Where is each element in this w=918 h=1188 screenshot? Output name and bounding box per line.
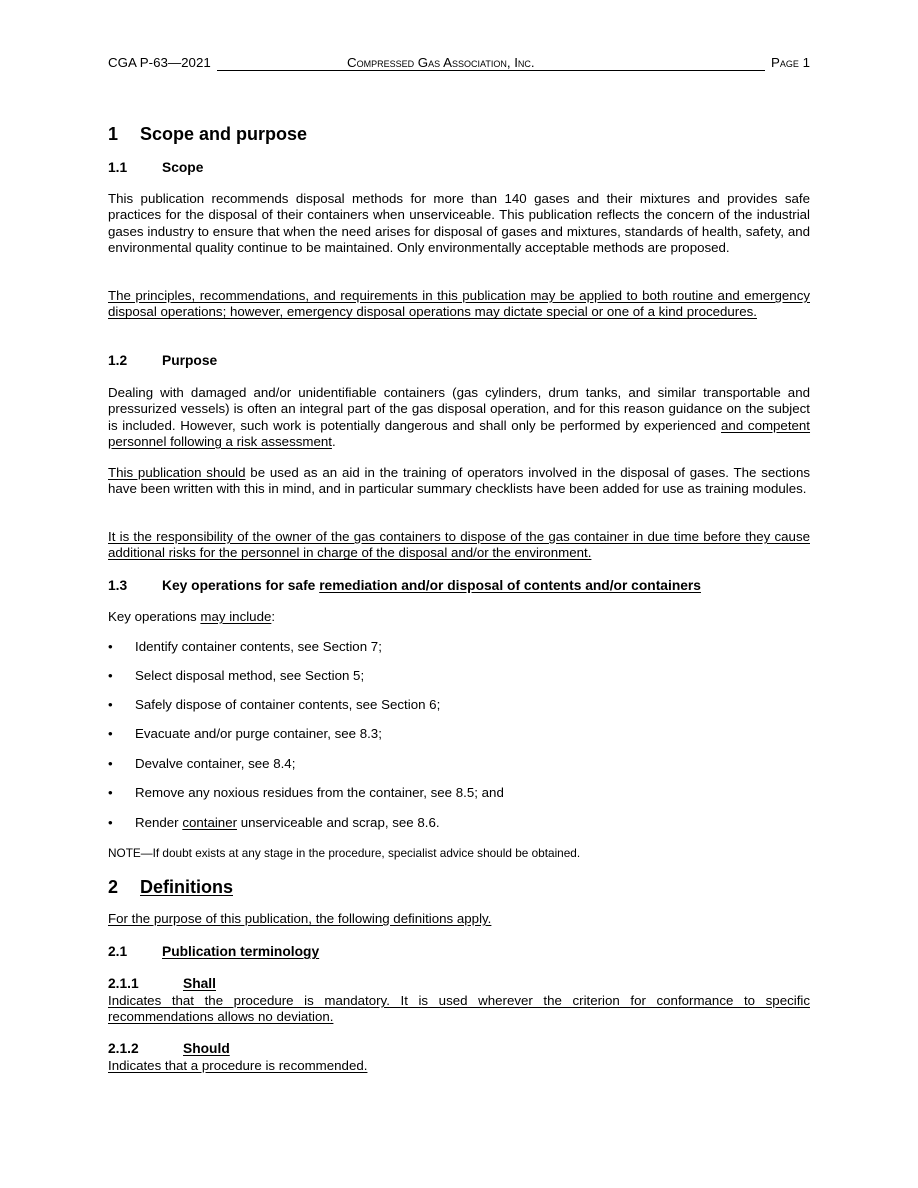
bullet-icon: • [108,668,113,683]
section-title: Definitions [140,877,233,897]
list-item-text: Select disposal method, see Section 5; [135,668,365,683]
definition-term: Shall [183,976,216,991]
header-page-number: Page 1 [771,55,810,70]
paragraph-text: For the purpose of this publication, the following definitions apply. [108,911,492,926]
purpose-paragraph-2 [108,465,810,498]
underlined-text: may include [200,609,272,624]
section-1-heading [108,123,810,145]
subsection-2-1-heading [108,943,810,961]
definitions-intro [108,911,810,927]
subsection-title: Purpose [162,353,218,368]
list-item [108,784,810,802]
note-text: NOTE—If doubt exists at any stage in the procedure, specialist advice should be obtained. [108,846,581,860]
definition-number: 2.1.1 [108,976,139,991]
subsection-title: Scope [162,160,204,175]
note [108,845,810,861]
paragraph-text: It is the responsibility of the owner of the gas containers to dispose of the gas container in due time before they cause additional risks for the personnel in charge of the disposal and/or the environment. [108,529,810,561]
list-item [108,814,810,832]
scope-paragraph-1 [108,191,810,256]
list-item-text: Evacuate and/or purge container, see 8.3; [135,726,382,741]
bullet-icon: • [108,756,113,771]
subsection-title: Publication terminology [162,944,320,959]
list-item-text: Devalve container, see 8.4; [135,756,296,771]
list-item-text: Identify container contents, see Section 7; [135,639,382,654]
definition-text: Indicates that the procedure is mandatory. It is used wherever the criterion for conformance to specific recommendations allows no deviation. [108,993,810,1025]
list-item [108,725,810,743]
list-item [108,638,810,656]
definition-text: Indicates that a procedure is recommended. [108,1058,368,1073]
section-2-heading [108,876,810,898]
header-document-id: CGA P-63—2021 [108,55,211,70]
subsection-1-1-heading [108,159,810,177]
page-header [108,54,810,72]
paragraph-text: : [271,609,276,624]
subsection-number: 1.1 [108,160,128,175]
subsection-title: Key operations for safe [162,578,320,593]
list-item [108,755,810,773]
section-number: 1 [108,124,119,144]
list-item [108,696,810,714]
paragraph-text: be used as an aid in the training of operators involved in the disposal of gases. The sections have been written with this in mind, and in particular summary checklists have been added for use as training modules. [108,465,810,497]
underlined-text: This publication should [108,465,246,480]
bullet-icon: • [108,815,113,830]
list-item-text: Render [135,815,183,830]
scope-paragraph-2 [108,288,810,321]
purpose-paragraph-3 [108,529,810,562]
list-item-text: unserviceable and scrap, see 8.6. [237,815,440,830]
paragraph-text: This publication recommends disposal methods for more than 140 gases and their mixtures and provides safe practices for the disposal of their containers when unserviceable. This publication reflects the concern of the industrial gases industry to ensure that when the need arises for disposal of gases and mixtures, standards of health, safety, and environmental quality continue to be maintained. Only environmentally acceptable methods are proposed. [108,191,810,255]
subsection-title-underlined: remediation and/or disposal of contents and/or containers [319,578,701,593]
paragraph-text: . [331,433,336,449]
key-operations-intro [108,609,810,625]
header-organization: Compressed Gas Association, Inc. [347,55,535,70]
section-number: 2 [108,877,119,897]
paragraph-text: The principles, recommendations, and requirements in this publication may be applied to both routine and emergency disposal operations; however, emergency disposal operations may dictate special or one of a kind procedures. [108,288,810,320]
definition-shall [108,975,810,1026]
bullet-icon: • [108,726,113,741]
list-item [108,667,810,685]
paragraph-text: Dealing with damaged and/or unidentifiable containers (gas cylinders, drum tanks, and similar transportable and pressurized vessels) is often an integral part of the gas disposal operation, and for this reason guidance on the subject is included. However, such work is potentially dangerous and shall only be performed by experienced [108,385,810,433]
bullet-icon: • [108,697,113,712]
bullet-icon: • [108,639,113,654]
definition-term: Should [183,1041,230,1056]
bullet-icon: • [108,785,113,800]
subsection-number: 1.2 [108,353,128,368]
underlined-text: container [182,815,238,830]
list-item-text: Remove any noxious residues from the container, see 8.5; and [135,785,504,800]
purpose-paragraph-1 [108,385,810,450]
subsection-number: 2.1 [108,944,128,959]
subsection-1-3-heading [108,577,810,595]
subsection-1-2-heading [108,352,810,370]
definition-number: 2.1.2 [108,1041,139,1056]
section-title: Scope and purpose [140,124,308,144]
underlined-text: and competent personnel following a risk assessment [108,417,811,449]
paragraph-text: Key operations [108,609,201,624]
list-item-text: Safely dispose of container contents, see Section 6; [135,697,441,712]
definition-should [108,1040,810,1074]
subsection-number: 1.3 [108,578,128,593]
